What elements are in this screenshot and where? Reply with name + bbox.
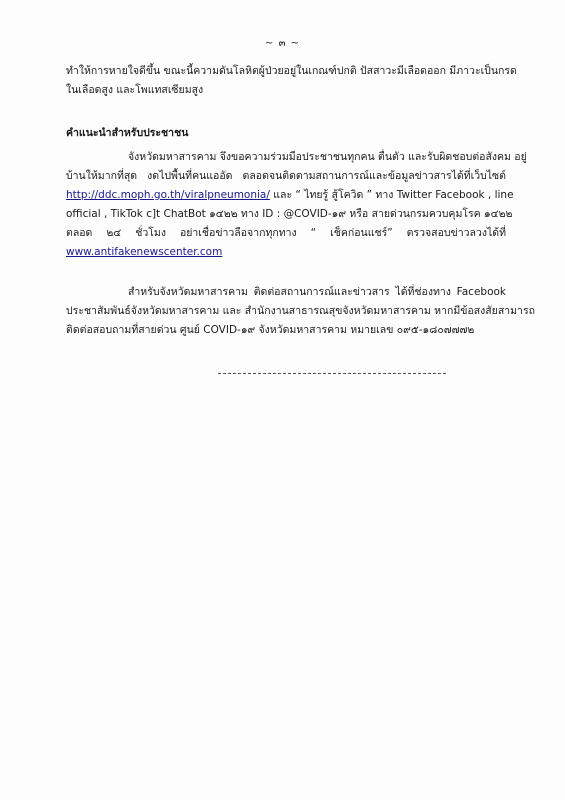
ddc-website-link[interactable]: http://ddc.moph.go.th/viralpneumonia/ xyxy=(66,189,270,201)
section-heading: คำแนะนำสำหรับประชาชน xyxy=(66,127,189,139)
advice-line-text: และ “ ไทยรู้ สู้โควิด ” ทาง Twitter Facebook , line xyxy=(269,189,514,201)
intro-line: ทำให้การหายใจดีขึ้น ขณะนี้ความดันโลหิตผู้ป่วยอยู่ในเกณฑ์ปกติ ปัสสาวะมีเลือดออก มีภาวะเป็นกรด xyxy=(66,65,517,77)
intro-line: ในเลือดสูง และโพแทสเซียมสูง xyxy=(66,84,204,96)
advice-line xyxy=(66,186,514,205)
intro-paragraph xyxy=(66,62,517,100)
advice-paragraph xyxy=(66,148,527,262)
advice-line xyxy=(66,243,506,262)
dashed-divider xyxy=(218,373,446,374)
advice-line: บ้านให้มากที่สุด งดไปพื้นที่คนแออัด ตลอดจนติดตามสถานการณ์และข้อมูลข่าวสารได้ที่เว็บไซต์ xyxy=(66,170,506,182)
page-number: ~ ๓ ~ xyxy=(265,38,300,49)
antifake-website-link[interactable]: www.antifakenewscenter.com xyxy=(66,246,223,258)
advice-line: official , TikTok c]t ChatBot ๑๔๒๒ ทาง ID : @COVID-๑๙ หรือ สายด่วนกรมควบคุมโรค ๑๔๒๒ xyxy=(66,208,513,220)
advice-line: ตลอด ๒๔ ชั่วโมง อย่าเชื่อข่าวลือจากทุกทาง “ เช็คก่อนแชร์” ตรวจสอบข่าวลวงได้ที่ xyxy=(66,227,506,239)
contact-line: ติดต่อสอบถามที่สายด่วน ศูนย์ COVID-๑๙ จังหวัดมหาสารคาม หมายเลข ๐๙๕-๑๘๐๗๗๗๒ xyxy=(66,324,475,336)
contact-line: สำหรับจังหวัดมหาสารคาม ติดต่อสถานการณ์และข่าวสาร ได้ที่ช่องทาง Facebook xyxy=(128,286,506,298)
contact-paragraph xyxy=(66,283,535,340)
contact-line: ประชาสัมพันธ์จังหวัดมหาสารคาม และ สำนักงานสาธารณสุขจังหวัดมหาสารคาม หากมีข้อสงสัยสามารถ xyxy=(66,305,535,317)
advice-line: จังหวัดมหาสารคาม จึงขอความร่วมมือประชาชนทุกคน ตื่นตัว และรับผิดชอบต่อสังคม อยู่ xyxy=(128,151,527,163)
